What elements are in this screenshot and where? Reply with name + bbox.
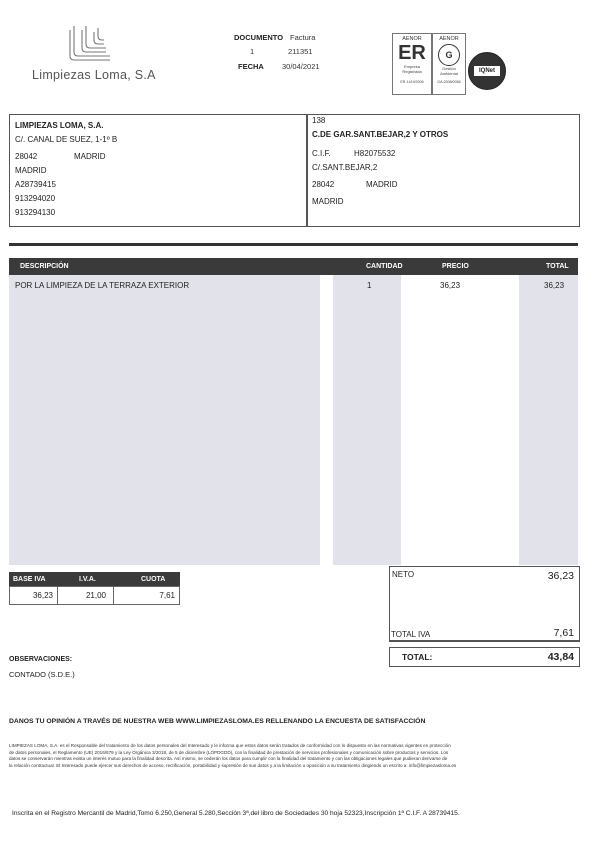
vat-rate: 21,00 <box>85 591 106 600</box>
total-value: 43,84 <box>547 651 574 663</box>
company-logo <box>66 22 112 64</box>
client-province: MADRID <box>312 197 344 206</box>
er-mark-icon: ER <box>398 42 426 64</box>
vat-base: 36,23 <box>32 591 53 600</box>
privacy-line4: la relación contractual. El Interesado puede ejercer sus derechos de acceso, rectificación, portabilidad y supresión de sus datos y a la limitación u oposición a su tratamiento dirigiendo un escrito a: info@limpiezasloma.es <box>9 762 457 768</box>
client-name: C.DE GAR.SANT.BEJAR,2 Y OTROS <box>312 130 449 139</box>
iqnet-label: IQNet <box>474 66 500 76</box>
issuer-phone1: 913294020 <box>15 194 56 203</box>
client-city: MADRID <box>366 180 398 189</box>
total-column <box>519 275 578 565</box>
aenor-ga-badge <box>432 33 466 95</box>
header-total: TOTAL <box>546 263 569 270</box>
issuer-postcode: 28042 <box>15 152 38 161</box>
ga-mark-icon: G <box>438 44 460 66</box>
privacy-line2: de datos personales, el Reglamento (UE) 2016/679 y la Ley Orgánica 3/2018, de 5 de diciembre (LOPDGDD), con la finalidad de prestación de servicios profesionales y comunicación sobre productos y servicios. Los <box>9 749 449 755</box>
vat-header-base: BASE IVA <box>13 576 46 583</box>
survey-message: DANOS TU OPINIÓN A TRAVÉS DE NUESTRA WEB WWW.LIMPIEZASLOMA.ES RELLENANDO LA ENCUESTA DE SATISFACCIÓN <box>9 718 426 725</box>
header-quantity: CANTIDAD <box>366 263 403 270</box>
header-description: DESCRIPCIÓN <box>20 263 69 270</box>
neto-label: NETO <box>392 570 415 579</box>
client-cif-label: C.I.F. <box>312 149 331 158</box>
date-label: FECHA <box>238 62 264 71</box>
aenor-er-line1: Empresa <box>403 64 420 69</box>
vat-amount: 7,61 <box>159 591 175 600</box>
neto-value: 36,23 <box>547 570 574 582</box>
aenor-er-badge <box>392 33 432 95</box>
privacy-line1: LIMPIEZAS LOMA, S.A. es el Responsable del tratamiento de los datos personales del Interesado y le informa que estos datos serán tratados de conformidad con lo dispuesto en las normativas vigentes en protección <box>9 743 451 748</box>
totals-divider <box>389 640 579 641</box>
section-divider <box>9 243 578 246</box>
logo-graphic <box>66 22 112 64</box>
issuer-phone2: 913294130 <box>15 208 56 217</box>
client-cif: H82075532 <box>354 149 396 158</box>
quantity-column <box>333 275 401 565</box>
vat-header-rate: I.V.A. <box>79 576 96 583</box>
observations-label: OBSERVACIONES: <box>9 656 73 663</box>
company-logo-text: Limpiezas Loma, S.A <box>32 68 156 82</box>
document-series: 1 <box>250 47 255 56</box>
iva-label: TOTAL IVA <box>391 630 431 639</box>
iqnet-badge <box>468 52 506 90</box>
header-price: PRECIO <box>442 263 469 270</box>
aenor-ga-line1: Gestión <box>442 66 456 71</box>
aenor-er-title: AENOR <box>402 36 422 42</box>
document-label: DOCUMENTO <box>234 33 284 42</box>
document-date: 30/04/2021 <box>282 62 320 71</box>
client-street: C/.SANT.BEJAR,2 <box>312 163 378 172</box>
items-table-header <box>9 258 578 275</box>
aenor-er-code: ER-1419/2006 <box>400 80 424 84</box>
aenor-ga-line2: Ambiental <box>440 71 458 76</box>
document-type: Factura <box>290 33 316 42</box>
issuer-city: MADRID <box>74 152 106 161</box>
aenor-ga-code: GA-2008/0056 <box>437 80 461 84</box>
observations-value: CONTADO (S.D.E.) <box>9 670 75 679</box>
privacy-notice <box>9 743 584 769</box>
footer-registry: Inscrita en el Registro Mercantil de Madrid,Tomo 6.250,General 5.280,Sección 3ª,del libro de Sociedades 30 hoja 52323,Inscripción 1ª C.I.F. A 28739415. <box>12 810 460 817</box>
iva-value: 7,61 <box>553 627 574 639</box>
row-price: 36,23 <box>440 281 461 290</box>
issuer-street: C/. CANAL DE SUEZ, 1-1º B <box>15 135 118 144</box>
issuer-province: MADRID <box>15 166 47 175</box>
row-description: POR LA LIMPIEZA DE LA TERRAZA EXTERIOR <box>15 281 190 290</box>
row-total: 36,23 <box>544 281 565 290</box>
issuer-name: LIMPIEZAS LOMA, S.A. <box>15 121 104 130</box>
aenor-er-line2: Registrada <box>402 69 422 74</box>
aenor-ga-title: AENOR <box>439 36 459 42</box>
description-column <box>9 275 320 565</box>
vat-table-header <box>9 572 180 586</box>
document-number: 211351 <box>288 47 313 56</box>
vat-row <box>9 586 180 605</box>
issuer-cif: A28739415 <box>15 180 56 189</box>
client-postcode: 28042 <box>312 180 335 189</box>
privacy-line3: datos se conservarán mientras exista un interés mutuo para la finalidad descrita. Así mismo, se cederán los datos para cumplir con la finalidad del tratamiento y con las obligaciones legales que pudieran derivarse de <box>9 756 448 762</box>
row-quantity: 1 <box>367 281 372 290</box>
vat-header-amount: CUOTA <box>141 576 166 583</box>
client-code: 138 <box>312 116 326 125</box>
total-label: TOTAL: <box>402 652 433 662</box>
